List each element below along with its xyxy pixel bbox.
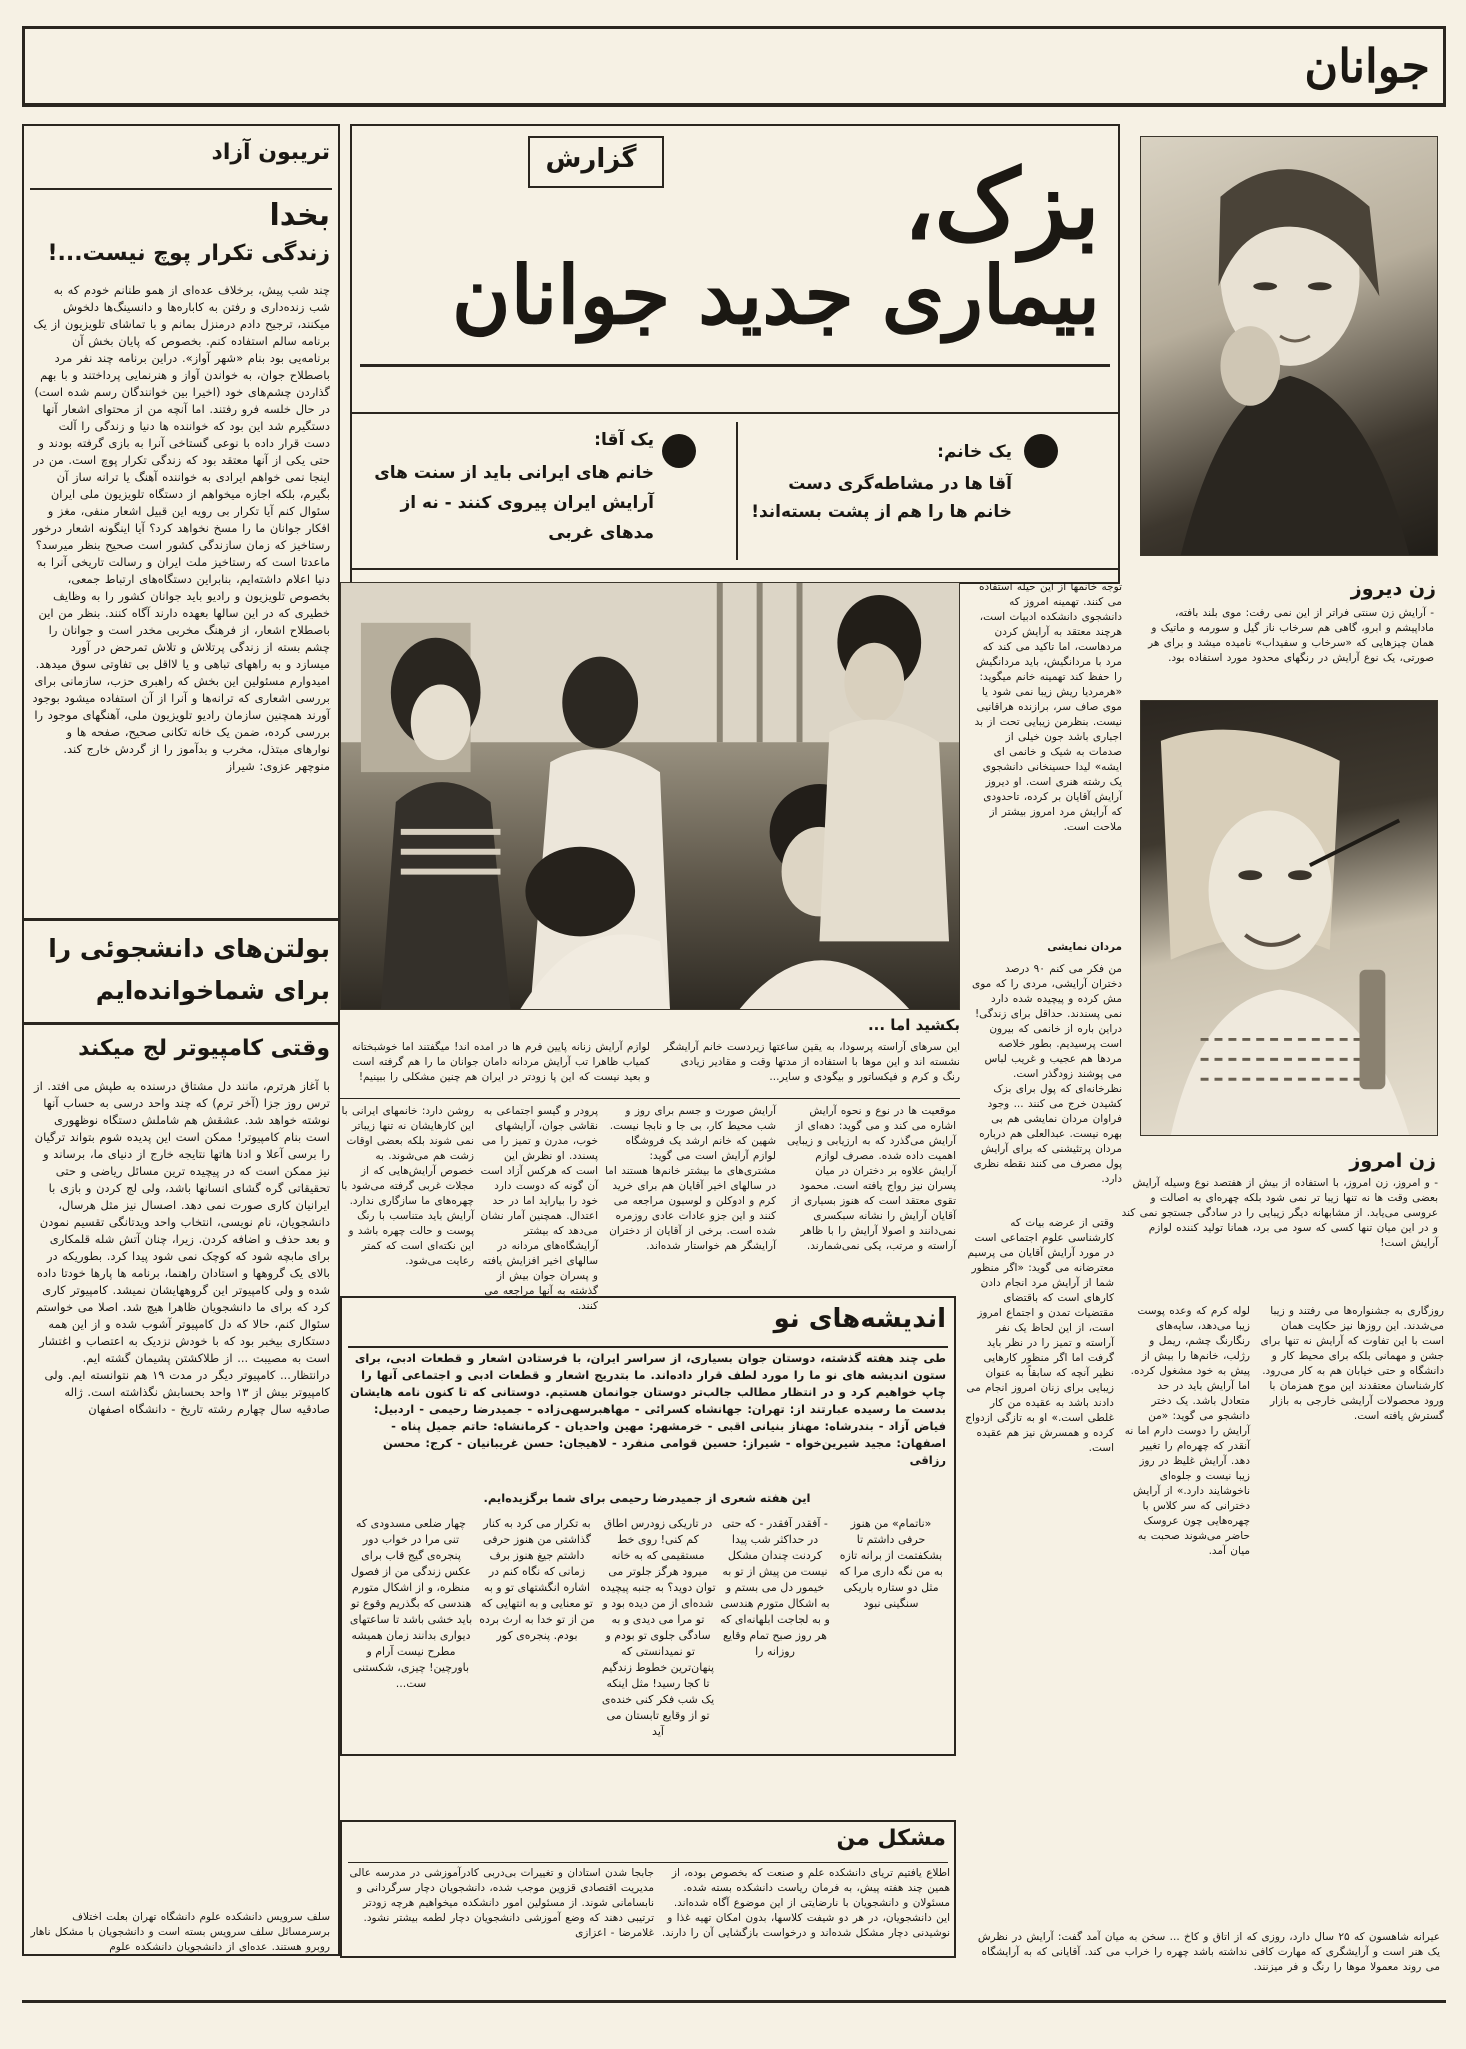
poem-col4: به تکرار می کرد به کنار گذاشتی من هنوز حرفی داشتم جیغ هنوز برف زمانی که نگاه کنم در اشاره انگشتهای تو و به تو معنایی و به انتهایی که من از تو خدا به ارث برده بودم. پنجره‌ی کور <box>479 1517 595 1642</box>
tribune-rule <box>30 188 332 190</box>
yesterday-title: زن دیروز <box>1350 578 1436 600</box>
tribune-headline-1: بخدا <box>269 198 330 233</box>
new-thoughts-intro: طی چند هفته گذشته، دوستان جوان بسیاری، از سراسر ایران، با فرستادن اشعار و قطعات ادبی، برای ستون اندیشه های نو ما را مورد لطف قرار داده‌اند. ما بتدریج اشعار و قطعات ادبی و اجتماعی آنها را چاپ خواهیم کرد و در انتظار مطالب جالب‌تر دوستان جوانمان هستیم. دوستانی که تا کنون نامه هایشان بدست ما رسیده عبارتند از: تهران: جهانشاه کسرائی - مهاهبرسهی‌زاده - جمیدرضا رحیمی - اردبیل: فیاض آزاد - بندرشاه: مهناز بنیانی اقبی - خرمشهر: مهین واحدیان - کرمانشاه: حاتم جمیل پناه - اصفهان: مجید شیرین‌خواه - شیراز: حسین قوامی منفرد - لاهیجان: حسن غریبانیان - کرج: محسن رزاقی <box>349 1351 946 1467</box>
article-title-line2: بیماری جدید جوانان <box>451 248 1100 342</box>
poem-col1: «ناتمام» من هنوز حرفی داشتم تا بشکفتمت از برانه تازه به من نگه داری مرا که مثل دو ستاره باریکی سنگینی نبود <box>839 1517 943 1610</box>
article-subhead-men: مردان نمایشی <box>1047 941 1122 953</box>
group-hairdresser-photo <box>340 582 960 1010</box>
tribune-body: چند شب پیش، برخلاف عده‌ای از همو طنانم خودم که به شب زنده‌داری و رفتن به کاباره‌ها و دانسینگ‌ها دلخوش میکنند، ترجیح دادم درمنزل بمانم و با تماشای تلویزیون از یک برنامه سالم استفاده کنم. بخصوص که پایان بخش آن برنامه‌یی بود بنام «شهر آواز». دراین برنامه چند نفر مرد باصطلاح جوان، به خواندن آواز و هنرنمایی پرداختند و با بهم گذاردن چشم‌های خود (اخیرا بین خوانندگان رسم شده است) در حال خلسه فرو رفتند. اما آنچه من از محتوای اشعار آنها دستگیرم شد این بود که خواننده ها دنیا و زندگی را آلت دست قرار داده با نوعی گستاخی آنرا به بازی گرفته بودند و حتی یکی از آنها معتقد بود که زندگی تکرار پوچ است. من در اینجا نمی خواهم ایرادی به خواننده آهنگ یا ترانه ساز آن بگیرم، بلکه اجازه میخواهم از دستگاه تلویزیون ملی ایران سئوال کنم آیا تکرار بی رویه این قبیل اشعار منفی، مغز و افکار جوانان ما را مسخ نخواهد کرد؟ آیا اینگونه اشعار درخور رستاخیز که زمان سازندگی کشور است صحیح بنظر میرسد؟ ماعدتا است که رستاخیز ملت ایران و رسالت تاریخی آنرا به دنیا اعلام داشته‌ایم، بنابراین دستگاه‌های ارتباط جمعی، بخصوص تلویزیون و رادیو باید جوانان کشور را به وظایف خطیری که در این سالها بعهده دارند آگاه کنند. بنظر من این باصطلاح اشعار، از فرهنگ مخربی مخدر است و جوانان را چشم بسته از زندگی پرتلاش و تلاش تمرحض در آورد میسازد و به راههای تباهی و یا لااقل بی تفاوتی سوق میدهد. امیدوارم مسئولین این بخش که راهبری حزب، سازمانی برای بررسی اشعاری که ترانه‌ها و آنرا از آن استفاده میشود بوجود آورند همچنین سازمان رادیو تلویزیون ملی، آهنگهای موجود را بررسی کرده، ضمن یک خانه تکانی صحیح، صفحه ها و نوارهای مبتذل، مخرب و بدآموز را از گردش خارج کند. منوچهر عزوی: شیراز <box>32 283 330 773</box>
quote-woman-label: یک خانم: <box>937 442 1012 462</box>
article-body-col6: پرودر و گیسو اجتماعی به نقاشی جوان، آرایشهای خوب، مدرن و تمیز را می پسندد. او نظرش این است که هرکس آزاد است آن گونه که دوست دارد خود را بیاراید اما در حد اعتدال. همچنین آمار نشان می‌دهد که بیشتر آرایشگاه‌های مردانه در سالهای اخیر افزایش یافته و پسران جوان بیش از گذشته به آنها مراجعه می کنند. <box>480 1105 598 1312</box>
poem-col2: - آفقدر آفقدر - که حتی در حداکثر شب پیدا کردنت چندان مشکل نیست من پیش از تو به خیمور دل می بستم و به اشکال متورم هندسی و به لجاجت ابلهانه‌ای که هر روز صبح تمام وقایع روزانه را <box>720 1517 830 1658</box>
article-subhead-but: بکشید اما ... <box>867 1016 960 1034</box>
new-thoughts-title-rule <box>348 1346 948 1348</box>
poem-col5: در تاریکی زودرس اطاق کم کنی! روی خط مستقیمی که به خانه میرود هرگز جلوتر می توان دوید؟ به جنبه پیچیده شده‌ای از من دیده بود و تو مرا می دیدی و به سادگی جلوی تو بودم و تو نمیدانستی که پنهان‌ترین خطوط زندگیم تا کجا رسید! مثل اینکه یک شب فکر کنی خنده‌ی تو از وقایع تابستان می آید <box>600 1517 716 1738</box>
article-body-col1: توجه خانمها از این حیله استفاده می کنند. تهمینه امروز که دانشجوی دانشکده ادبیات است، هرچند معتقد به آرایش کردن مرد‌هاست، اما تاکید می کند که مرد با مردانگیش، باید مردانگیش را حفظ کند تهمینه خانم میگوید: «هرمردیا ریش زیبا نمی شود یا موی صاف سر، برازنده هراقانیی نیست. بنظرمن زیبایی تحت از بد اجباری باشد جون خیلی از صدمات به شیک و خانمی ای ایشه» لیدا حسینخانی دانشجوی یک رشته هنری است. او دیروز آرایش آقایان بر کرده، تاحدودی که آرایش مرد امروز بیشتر از ملاحت است. <box>974 581 1122 833</box>
new-thoughts-poem-intro: این هفته شعری از جمیدرضا رحیمی برای شما برگزیده‌ایم. <box>483 1491 811 1505</box>
article-body-col3: وقتی از عرضه بیات که کارشناسی علوم اجتماعی است در مورد آرایش آقایان می پرسیم معترضانه می گوید: «اگر منظور شما از آرایش مرد انجام دادن کارهای است که باقتضای مقتضیات تمدن و اجتماع امروز است، از این لحاظ یک نفر آراسته و تمیز را در نظر باید گرفت اما اگر منظور کارهایی نظیر آنچه که سابقاً به عنوان زیبایی برای زنان امروز انجام می دادند باشد به عقیده من کار غلطی است.» او به تازگی ازدواج کرده و همسرش نیز هم عقیده است. <box>965 1217 1114 1454</box>
left-divider-1 <box>24 918 338 921</box>
bulletin-title-2: برای شماخوانده‌ایم <box>95 976 330 1005</box>
yesterday-woman-illustration <box>1141 137 1437 555</box>
computer-title: وقتی کامپیوتر لج میکند <box>78 1036 330 1061</box>
tribune-headline-2: زندگی تکرار پوچ نیست...! <box>47 241 330 266</box>
group-photo-illustration <box>341 583 959 1009</box>
my-problem-title: مشکل من <box>836 1826 946 1851</box>
computer-body: با آغاز هرترم، مانند دل مشتاق درسنده به طپش می افتد. از ترس روز جزا (آخر ترم) که چند واحد درسی به حساب آنها نوشته خواهد شد. عشقش هم شاملش دستگاه نوظهوری است بنام کامپیوتر! ممکن است این پدیده شوم بتواند ترگیان را برسی آعلا و ادنا هاتها نتایجه خارج از دنیای ما، برساند و نیز ممکن است که در پیچیده ترین مسائل ریاضی و حتی تحقیقاتی گره گشای انسانها باشد، ولی لج کردن و بازی با ایرانیان کاری صورت نمی دهد. اصسال نیز مثل هرسال، دانشجویان، نام نویسی، انتخاب واحد ویدتانگی تقسیم نمودن و بعد حذف و اضافه کردن. زیرا، چنان آتش شله قلمکاری برای مابچه شود که کوچک نمی شود پیدا کرد. بطوریکه در بالای یک گروهها و استادان راهنما، برنامه ها پارها خودتا داده شده و ولی کامپیوتر این گروههایشان نمیشد. کامپیوتر کاری کرد که برای ما دانشجویان ظاهرا هیچ شد. اصلا می خواستم سئوال کنم، حالا که دل کامپیوتر آشوب شده و از این همه دستکاری بیخبر بود که با خودش نزدیک به اعتصاب و اغتشار است به مصیبت ... از طلاکشتن پشیمان گشته ایم. درانتظار... کامپیوتر دیگر در مدت ۱۹ هم نتوانسته ایم. ولی کامپیوتر بیش از ۱۳ واحد بحسابش نگذاشته است. ژاله صادقیه سال چهارم رشته تاریخ - دانشگاه اصفهان <box>34 1079 330 1416</box>
yesterday-woman-photo <box>1140 136 1438 556</box>
article-body-col8: روزگاری به جشنواره‌ها می رفتند و زیبا می‌شدند. این روزها نیز حکایت همان است با این تفاوت که آرایش نه تنها برای جشن و مهمانی بلکه برای محیط کار و دانشگاه و حتی خیابان هم به کار می‌رود. کارشناسان معتقدند این موج همزمان با ورود محصولات آرایشی خارجی به بازار گسترش یافته است. <box>1260 1305 1444 1422</box>
quote-man-label: یک آقا: <box>594 430 654 450</box>
today-title: زن امروز <box>1349 1150 1436 1172</box>
header-bottom-rule <box>22 104 1446 107</box>
my-problem-col3: سلف سرویس دانشکده علوم دانشگاه تهران بعلت اختلاف برسرمسائل سلف سرویس بسته است و دانشجویان با مشکل ناهار روبرو هستند. عده‌ای از دانشجویان دانشکده علوم <box>30 1911 330 1953</box>
today-caption: - و امروز، زن امروز، با استفاده از بیش از هفتصد نوع وسیله آرایش بعضی وقت ها نه تنها زیبا تر نمی شود بلکه چهره‌ای به اصالت و عروسی می‌یابد. از مشابهانه دیگر زیبایی را در سادگی جستجو نمی کند و در این میان تنها کسی که سود می برد، همانا تولید کننده لوازم آرایش است! <box>1121 1177 1438 1249</box>
quote-divider <box>736 422 738 560</box>
title-rule <box>360 364 1110 367</box>
article-body-col4: موقعیت ها در نوع و نحوه آرایش اشاره می کند و می گوید: دهه‌ای از آرایش می‌گذرد که به ارزیابی و زیبایی اهمیت داده شده. مصرف لوازم آرایش علاوه بر دختران در میان پسران نیز رواج یافته است. محمود تقوی معتقد است که هنوز بسیاری از آقایان آرایش را نشانه سبکسری نمی‌دانند و اصولا آرایش را با ظاهر آراسته و مرتب، یکی نمی‌شمارند. <box>786 1105 956 1252</box>
photo-caption-right: این سرهای آراسته پرسودا، به یقین ساعتها زیردست خانم آرایشگر نشسته اند و این موها با استفاده از مدتها وقت و مقادیر زیادی رنگ و کرم و فیکساتور و بیگودی و سایر... <box>663 1041 960 1083</box>
quote-man-bullet <box>662 434 696 468</box>
caption-rule <box>340 1098 960 1099</box>
poem-col3: چهار ضلعی مسدودی که تنی مرا در خواب دور پنجره‌ی گیج قاب برای عکس زندگی من از فصول منظره، و از اشکال متورم هندسی که بگذریم وقوع تو باید خشی باشد تا ساعتهای دیواری بدانند زمان همیشه مطرح نیست آرام و باورچین! چیزی، شکستنی ست... <box>349 1517 473 1690</box>
section-title: جوانان <box>1304 39 1430 93</box>
quote-man-text: خانم های ایرانی باید از سنت های آرایش ایران پیروی کنند - نه از مدهای غربی <box>374 463 654 543</box>
quote-woman-bullet <box>1024 434 1058 468</box>
page-bottom-rule <box>22 2000 1446 2003</box>
kicker: گزارش <box>545 144 637 174</box>
my-problem-col2: جابجا شدن استادان و تغییرات بی‌دربی کادرآموزشی در مدرسه عالی مدیریت اقتصادی قزوین موجب شده، دانشجویان دچار سرگردانی و نابسامانی شوند. از مسئولین امور دانشکده میخواهیم هرچه زودتر ترتیبی دهند که وضع آموزشی دانشجویان دچار لطمه بیشتر نشود. غلامرضا - اعزازی <box>349 1867 654 1939</box>
tribune-title: تریبون آزاد <box>211 140 330 165</box>
article-body-col9: لوله کرم که وعده پوست زیبا می‌دهد، سایه‌های رنگارنگ چشم، ریمل و رژلب، خانم‌ها را بیش از پیش به خود مشغول کرده. اما آرایش باید در حد متعادل باشد. یک دختر دانشجو می گوید: «من آرایش را دوست دارم اما نه آنقدر که چهره‌ام را تغییر دهد. آرایش غلیظ در روز زیبا نیست و جلوه‌ای ناخوشایند دارد.» از آرایش دخترانی که سر کلاس با چهره‌هایی چون عروسک حاضر می‌شوند صحبت به میان آمد. <box>1124 1305 1250 1557</box>
my-problem-col1: اطلاع یافتیم تریای دانشکده علم و صنعت که بخصوص بوده، از همین چند هفته پیش، به فرمان ریاست دانشکده بسته شده. مسئولان و دانشجویان با نارضایتی از این موضوع آگاه شده‌اند. این دانشجویان، در هر دو شیفت کلاسها، بدون امکان تهیه غذا و نوشیدنی دچار مشکل شده‌اند و درخواست بازگشایی آن را دارند. <box>661 1867 950 1939</box>
article-body-col2: من فکر می کنم ۹۰ درصد دختران آرایشی، مردی را که موی مش کرده و پیچیده شده دارد نمی پسندند. حداقل برای زندگی! دراین باره از خانمی که بیرون است پرسیدیم. بطور خلاصه مردها هم عجیب و غریب لباس می پوشند زودگذر است. نظرخانه‌ای که پول برای بزک کشیدن خرج می کنند ... وجود فراوان مردان نمایشی هم بی بهره نیست. عبدالعلی هم درباره مردان پرتئیشنی که برای آرایش پول مصرف می کنند نقطه نظری دارد. <box>972 963 1122 1185</box>
article-body-col5: آرایش صورت و جسم برای روز و شب محیط کار، بی جا و نابجا نیست. شهین که خانم ارشد یک فروشگاه لوازم آرایش است می گوید: مشتری‌های ما بیشتر خانم‌ها هستند اما در سالهای اخیر آقایان هم برای خرید کرم و ادوکلن و لوسیون مراجعه می کنند و این جزو عادات عادی روزمره شده است. برخی از آقایان از دختران آرایشگر هم خواستار شده‌اند. <box>605 1105 776 1252</box>
section-header-bar <box>22 26 1446 106</box>
yesterday-caption: - آرایش زن سنتی فراتر از این نمی رفت: موی بلند بافته، ماداپیشم و ابرو، گاهی هم سرخاب ناز گیل و سورمه و ماتیک و همان چیزهایی که «سرخاب و سفیداب» نامیده میشد و برای هر صورتی، یک نوع آرایش در رنگهای محدود مورد استفاده بود. <box>1148 607 1434 664</box>
photo-caption-left: لوازم آرایش زنانه پایین فرم ها در امده اند! میگفتند اما خوشبختانه کمیاب ظاهرا تب آرایش مردانه دامان جوانان ما را هم گرفته است و بعید نیست که این پا زودتر در ایران هم چنین مشکلی را ببینیم! <box>352 1041 650 1083</box>
article-title-line1: بزک، <box>903 148 1100 261</box>
my-problem-title-rule <box>348 1862 948 1863</box>
article-body-col7: روشن دارد: خانمهای ایرانی با این کارهایشان نه تنها زیباتر نمی شوند بلکه بعضی اوقات زشت هم می‌شوند. به خصوص آرایش‌هایی که از مجلات غربی گرفته می‌شود با چهره‌های ما سازگاری ندارد. آرایش باید متناسب با رنگ پوست و حالت چهره باشد و این نکته‌ای است که کمتر رعایت می‌شود. <box>341 1105 474 1267</box>
quote-woman-text: آقا ها در مشاطه‌گری دست خانم ها را هم از پشت بسته‌اند! <box>751 474 1012 522</box>
new-thoughts-title: اندیشه‌های نو <box>773 1304 946 1334</box>
my-problem-col4: عیرانه شاهسون که ۲۵ سال دارد، روزی که از اتاق و کاخ ... سخن به میان آمد گفت: آرایش در نظرش یک هنر است و آرایشگری که مهارت کافی نداشته باشد چهره را خراب می کند. آقایانی که به آرایشگاه می روند معمولا موها را رنگ و فر میزنند. <box>977 1931 1440 1973</box>
today-woman-illustration <box>1141 701 1437 1135</box>
today-woman-photo <box>1140 700 1438 1136</box>
left-divider-2 <box>24 1022 338 1025</box>
bulletin-title-1: بولتن‌های دانشجوئی را <box>48 934 330 963</box>
